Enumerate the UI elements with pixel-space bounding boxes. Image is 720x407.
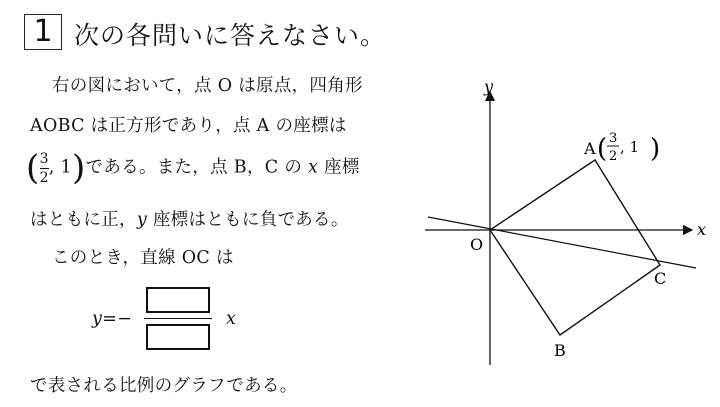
coord-fraction — [40, 152, 49, 185]
coord-numerator: 3 — [39, 150, 49, 167]
instruction-text: 次の各問いに答えなさい。 — [74, 21, 387, 50]
y-axis-label: y — [484, 77, 494, 96]
line3-end: 座標 — [318, 157, 360, 178]
problem-line-1: 右の図において，点 O は原点，四角形 — [52, 76, 363, 96]
problem-line-4 — [30, 206, 349, 231]
point-a-numerator: 3 — [609, 131, 618, 146]
paren-open: ( — [26, 148, 40, 188]
coord-denominator: 2 — [39, 169, 49, 186]
line4-a: はともに正， — [30, 210, 137, 230]
var-y: y — [136, 210, 147, 230]
paren-close: ) — [71, 148, 86, 188]
square-aobc — [490, 160, 660, 335]
origin-label: O — [470, 235, 484, 254]
line-oc — [428, 217, 696, 268]
coord-rest: , 1 — [48, 157, 72, 178]
var-x: x — [307, 157, 319, 178]
answer-box-denominator[interactable] — [146, 324, 210, 350]
point-c-label: C — [654, 269, 667, 288]
fraction-bar — [144, 318, 212, 319]
line4-b: 座標はともに負である。 — [147, 210, 349, 230]
equation-rhs: x — [226, 309, 237, 329]
point-a-denominator: 2 — [609, 149, 618, 164]
point-b-label: B — [554, 341, 566, 360]
problem-line-3 — [26, 148, 360, 188]
problem-line-2: AOBC は正方形であり，点 A の座標は — [30, 116, 347, 136]
problem-line-6: で表される比例のグラフである。 — [30, 376, 298, 396]
point-a-paren-close: ) — [650, 134, 661, 164]
x-axis-label: x — [697, 220, 707, 239]
line3-text: である。また，点 B，C の — [85, 157, 308, 178]
point-a-rest: , 1 — [620, 138, 640, 156]
point-a-paren-open: ( — [597, 134, 608, 164]
problem-line-5: このとき，直線 OC は — [52, 248, 234, 268]
question-number-box — [24, 14, 62, 50]
point-a-label: A — [584, 139, 596, 158]
equation-lhs: y=− — [92, 309, 133, 329]
question-number: 1 — [33, 14, 53, 49]
answer-box-numerator[interactable] — [146, 287, 210, 313]
coordinate-figure — [420, 70, 710, 370]
